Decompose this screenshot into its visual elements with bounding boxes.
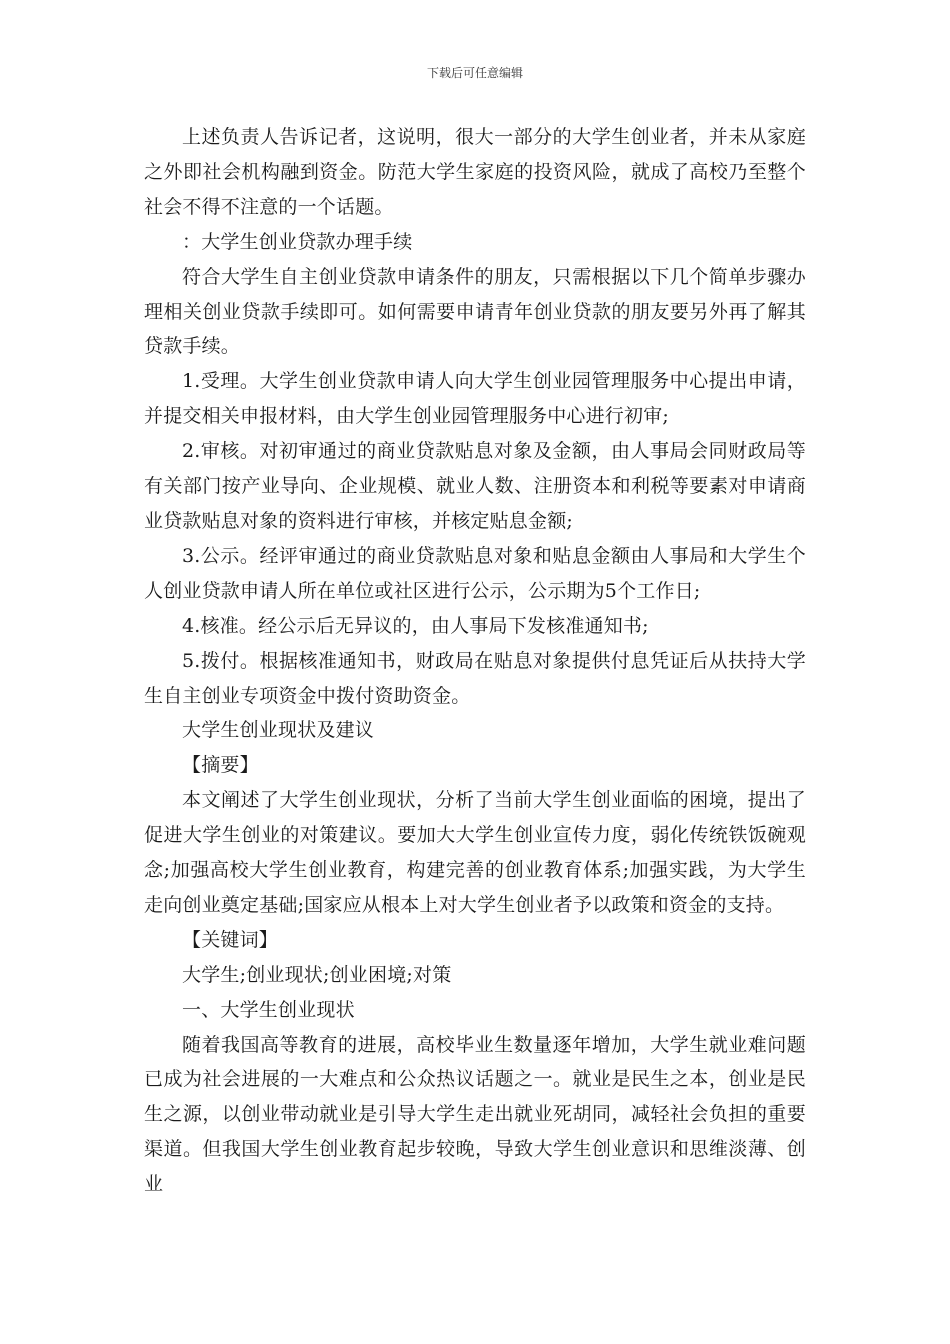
paragraph-funding-risk: 上述负责人告诉记者，这说明，很大一部分的大学生创业者，并未从家庭之外即社会机构融到资金。防范大学生家庭的投资风险，就成了高校乃至整个社会不得不注意的一个话题。	[144, 126, 806, 218]
paragraph-loan-intro: 符合大学生自主创业贷款申请条件的朋友，只需根据以下几个简单步骤办理相关创业贷款手续即可。如何需要申请青年创业贷款的朋友要另外再了解其贷款手续。	[144, 265, 806, 358]
step-disburse: 5.拨付。根据核准通知书，财政局在贴息对象提供付息凭证后从扶持大学生自主创业专项资金中拨付资助资金。	[144, 649, 806, 707]
document-body	[144, 120, 806, 1202]
page-header-note: 下载后可任意编辑	[426, 66, 523, 80]
section-heading-loan-procedure: ：大学生创业贷款办理手续	[182, 230, 413, 253]
abstract-heading: 【摘要】	[182, 754, 259, 777]
step-accept: 1.受理。大学生创业贷款申请人向大学生创业园管理服务中心提出申请，并提交相关申报材料，由大学生创业园管理服务中心进行初审;	[144, 370, 806, 428]
keywords-text: 大学生;创业现状;创业困境;对策	[182, 963, 452, 986]
paragraph-status: 随着我国高等教育的进展，高校毕业生数量逐年增加，大学生就业难问题已成为社会进展的一大难点和公众热议话题之一。就业是民生之本，创业是民生之源，以创业带动就业是引导大学生走出就业死胡同，减轻社会负担的重要渠道。但我国大学生创业教育起步较晚，导致大学生创业意识和思维淡薄、创业	[144, 1033, 806, 1196]
article-title: 大学生创业现状及建议	[182, 719, 375, 742]
step-publicity: 3.公示。经评审通过的商业贷款贴息对象和贴息金额由人事局和大学生个人创业贷款申请人所在单位或社区进行公示，公示期为5个工作日;	[144, 544, 806, 602]
abstract-text: 本文阐述了大学生创业现状，分析了当前大学生创业面临的困境，提出了促进大学生创业的对策建议。要加大大学生创业宣传力度，弱化传统铁饭碗观念;加强高校大学生创业教育，构建完善的创业教育体系;加强实践，为大学生走向创业奠定基础;国家应从根本上对大学生创业者予以政策和资金的支持。	[144, 789, 806, 916]
step-approve: 4.核准。经公示后无异议的，由人事局下发核准通知书;	[182, 614, 649, 637]
keywords-heading: 【关键词】	[182, 928, 279, 951]
step-review: 2.审核。对初审通过的商业贷款贴息对象及金额，由人事局会同财政局等有关部门按产业导向、企业规模、就业人数、注册资本和利税等要素对申请商业贷款贴息对象的资料进行审核，并核定贴息金额;	[144, 440, 806, 532]
section-heading-status: 一、大学生创业现状	[182, 998, 355, 1021]
